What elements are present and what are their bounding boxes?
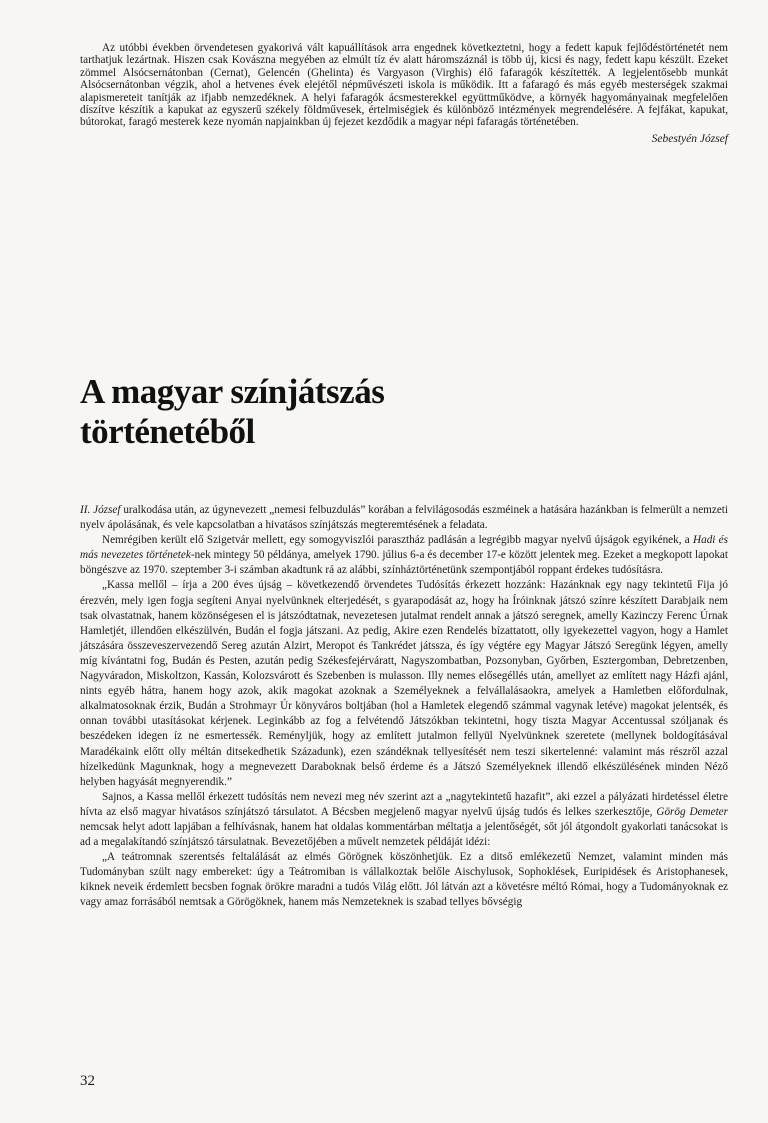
article-body	[80, 503, 728, 911]
previous-article	[80, 42, 728, 145]
previous-article-paragraph: Az utóbbi években örvendetesen gyakorivá vált kapuállítások arra engednek következtetni, hogy a fedett kapuk fejlődéstörténetét nem tarthatjuk lezártnak. Hiszen csak Kovászna megyében az elmúlt tíz év alatt háromszáznál is több új, kicsi és nagy, fedett kapu készült. Ezeket zömmel Alsócsernátonban (Cernat), Gelencén (Ghelinta) és Vargyason (Virghis) élő fafaragók készítették. A legjelentősebb munkát Alsócsernátonban végzik, ahol a hetvenes évek elejétől népművészeti iskola is működik. Itt a fafaragó és más egyéb mesterségek szakmai alapismereteit tanítják az ifjabb nemzedéknek. A helyi fafaragók ácsmesterekkel együttműködve, a környék hagyományainak megfelelően díszítve készítik a kapukat az egyszerű székely földművesek, értelmiségiek és különböző intézmények megrendelésére. A fejfákat, kapukat, bútorokat, faragó mesterek keze nyomán napjainkban új fejezet kezdődik a magyar népi fafaragás történetében.	[80, 42, 728, 129]
article-paragraph-1: II. József uralkodása után, az úgynevezett „nemesi felbuzdulás” korában a felvilágosodás eszméinek a hatására hazánkban is felmerült a nemzeti nyelv ápolásának, és vele kapcsolatban a hivatásos színjátszás megteremtésének a feladata.	[80, 504, 729, 532]
article-paragraph-5-quote: „A teátromnak szerentsés feltalálását az elmés Görögnek köszönhetjük. Ez a ditső emlékezetű Nemzet, valamint minden más Tudományban szült nagy embereket: úgy a Teátromiban is vállalkoztak belőle Aischylusok, Sophoklések, Euripidések és Aristophanesek, kiknek neveik érdemlett becsben fognak örökre maradni a tudós Világ előtt. Jól látván azt a követésre méltó Római, hogy a Tudományoknak ez vagy amaz forrásából nemtsak a Görögöknek, hanem más Nemzeteknek is szabad tellyes bővségig	[80, 851, 728, 909]
article-title-line-1: A magyar színjátszás	[80, 372, 385, 411]
newspaper-title: Hadi és más nevezetes történetek	[80, 534, 728, 562]
article-paragraph-4: Sajnos, a Kassa mellől érkezett tudósítás nem nevezi meg név szerint azt a „nagytekintetű hazafit”, aki ezzel a pályázati hirdetéssel életre hívta az első magyar hivatásos színjátszó társulatot. A Bécsben megjelenő magyar nyelvű újság tudós és lelkes szerkesztője, Görög Demeter nemcsak helyt adott lapjában a felhívásnak, hanem hat oldalas kommentárban méltatja a jelentőségét, sőt jól átgondolt gyakorlati tanácsokat is ad a megalakítandó színjátszó társulatnak. Bevezetőjében a művelt nemzetek példáját idézi:	[80, 790, 729, 849]
author-signature: Sebestyén József	[651, 132, 728, 145]
article-title-line-2: történetéből	[80, 412, 255, 451]
emperor-name: II. József	[80, 504, 121, 516]
editor-name: Görög Demeter	[656, 805, 729, 818]
article-paragraph-2: Nemrégiben került elő Szigetvár mellett, egy somogyviszlói parasztház padlásán a legrégibb magyar nyelvű újságok egyikének, a Hadi és más nevezetes történetek-nek mintegy 50 példánya, amelyek 1790. július 6-a és december 17-e között jelentek meg. Ezeket a megkopott lapokat böngészve az 1970. szeptember 3-i számban akadtunk rá az alábbi, színháztörténetünk szempontjából roppant érdekes tudósításra.	[80, 534, 728, 577]
article-paragraph-3-quote: „Kassa mellől – írja a 200 éves újság – következendő örvendetes Tudósítás érkezett hozzánk: Hazánknak egy nagy tekintetű Fija jó érezvén, mely igen fogja segíteni Anyai nyelvünknek elterjedését, s gyarapodását az, hogy ha Íróinknak játszó színre készített Darabjaik nem tsak olvastatnak, hanem közönségesen el is játszódtatnak, nevezetesen jutalmat rendelt annak a játszó seregnek, amelly Kazinczy Ferenc Úrnak Hamletjét, illendően elkészülvén, Budán el fogja játszani. Az pedig, Akire ezen Rendelés bízattatott, olly igyekezettel vagyon, hogy a Hamlet játszására összeveszervezendő Sereg azután Alzirt, Meropot és Tankrédet játssza, és így végtére egy Magyar Játszó Seregünk légyen, amelly míg kívántatni fog, Budán és Pesten, azután pedig Székesfejérváratt, Nagyszombatban, Pozsonyban, Győrben, Esztergomban, Debretzenben, Nagyváradon, Miskoltzon, Kassán, Kolozsvárott és Szebenben is mulasson. Illy nemes elősegéllés után, amellyet az említett nagy Házfi ajánl, nints egyéb hátra, hanem hogy azok, akik magokat azoknak a Személyeknek a felvállalásaokra, amelyek a Hamletben előfordulnak, alkalmatosoknak érzik, Budán a Strohmayr Úr könyváros boltjában (hol a Hamletek elegendő számmal vagynak letéve) magokat jelentsék, és onnan további utasításokat kérjenek. Leginkább az fog a felvétendő Játszókban tekintetni, hogy tiszta Magyar Accentussal szóljanak és beszédeken idegen íz ne esmertessék. Reményljük, hogy az említett jutalmon fellyül Nyelvünknek szeretete (mellynek boldogításával Maradékaink előtt olly méltán ditsekedhetik Századunk), ezen szándéknak tellyesítését nem teszi sikertelenné: valamint más részről azzal hízelkedünk Magunknak, hogy a megnevezett Daraboknak belső érdeme és a Játszó Személyeknek illendő elkészülésének minden Néző helyben hagyását megnyerendik.”	[80, 579, 728, 788]
page-number: 32	[80, 1073, 95, 1089]
article-title	[80, 372, 580, 452]
